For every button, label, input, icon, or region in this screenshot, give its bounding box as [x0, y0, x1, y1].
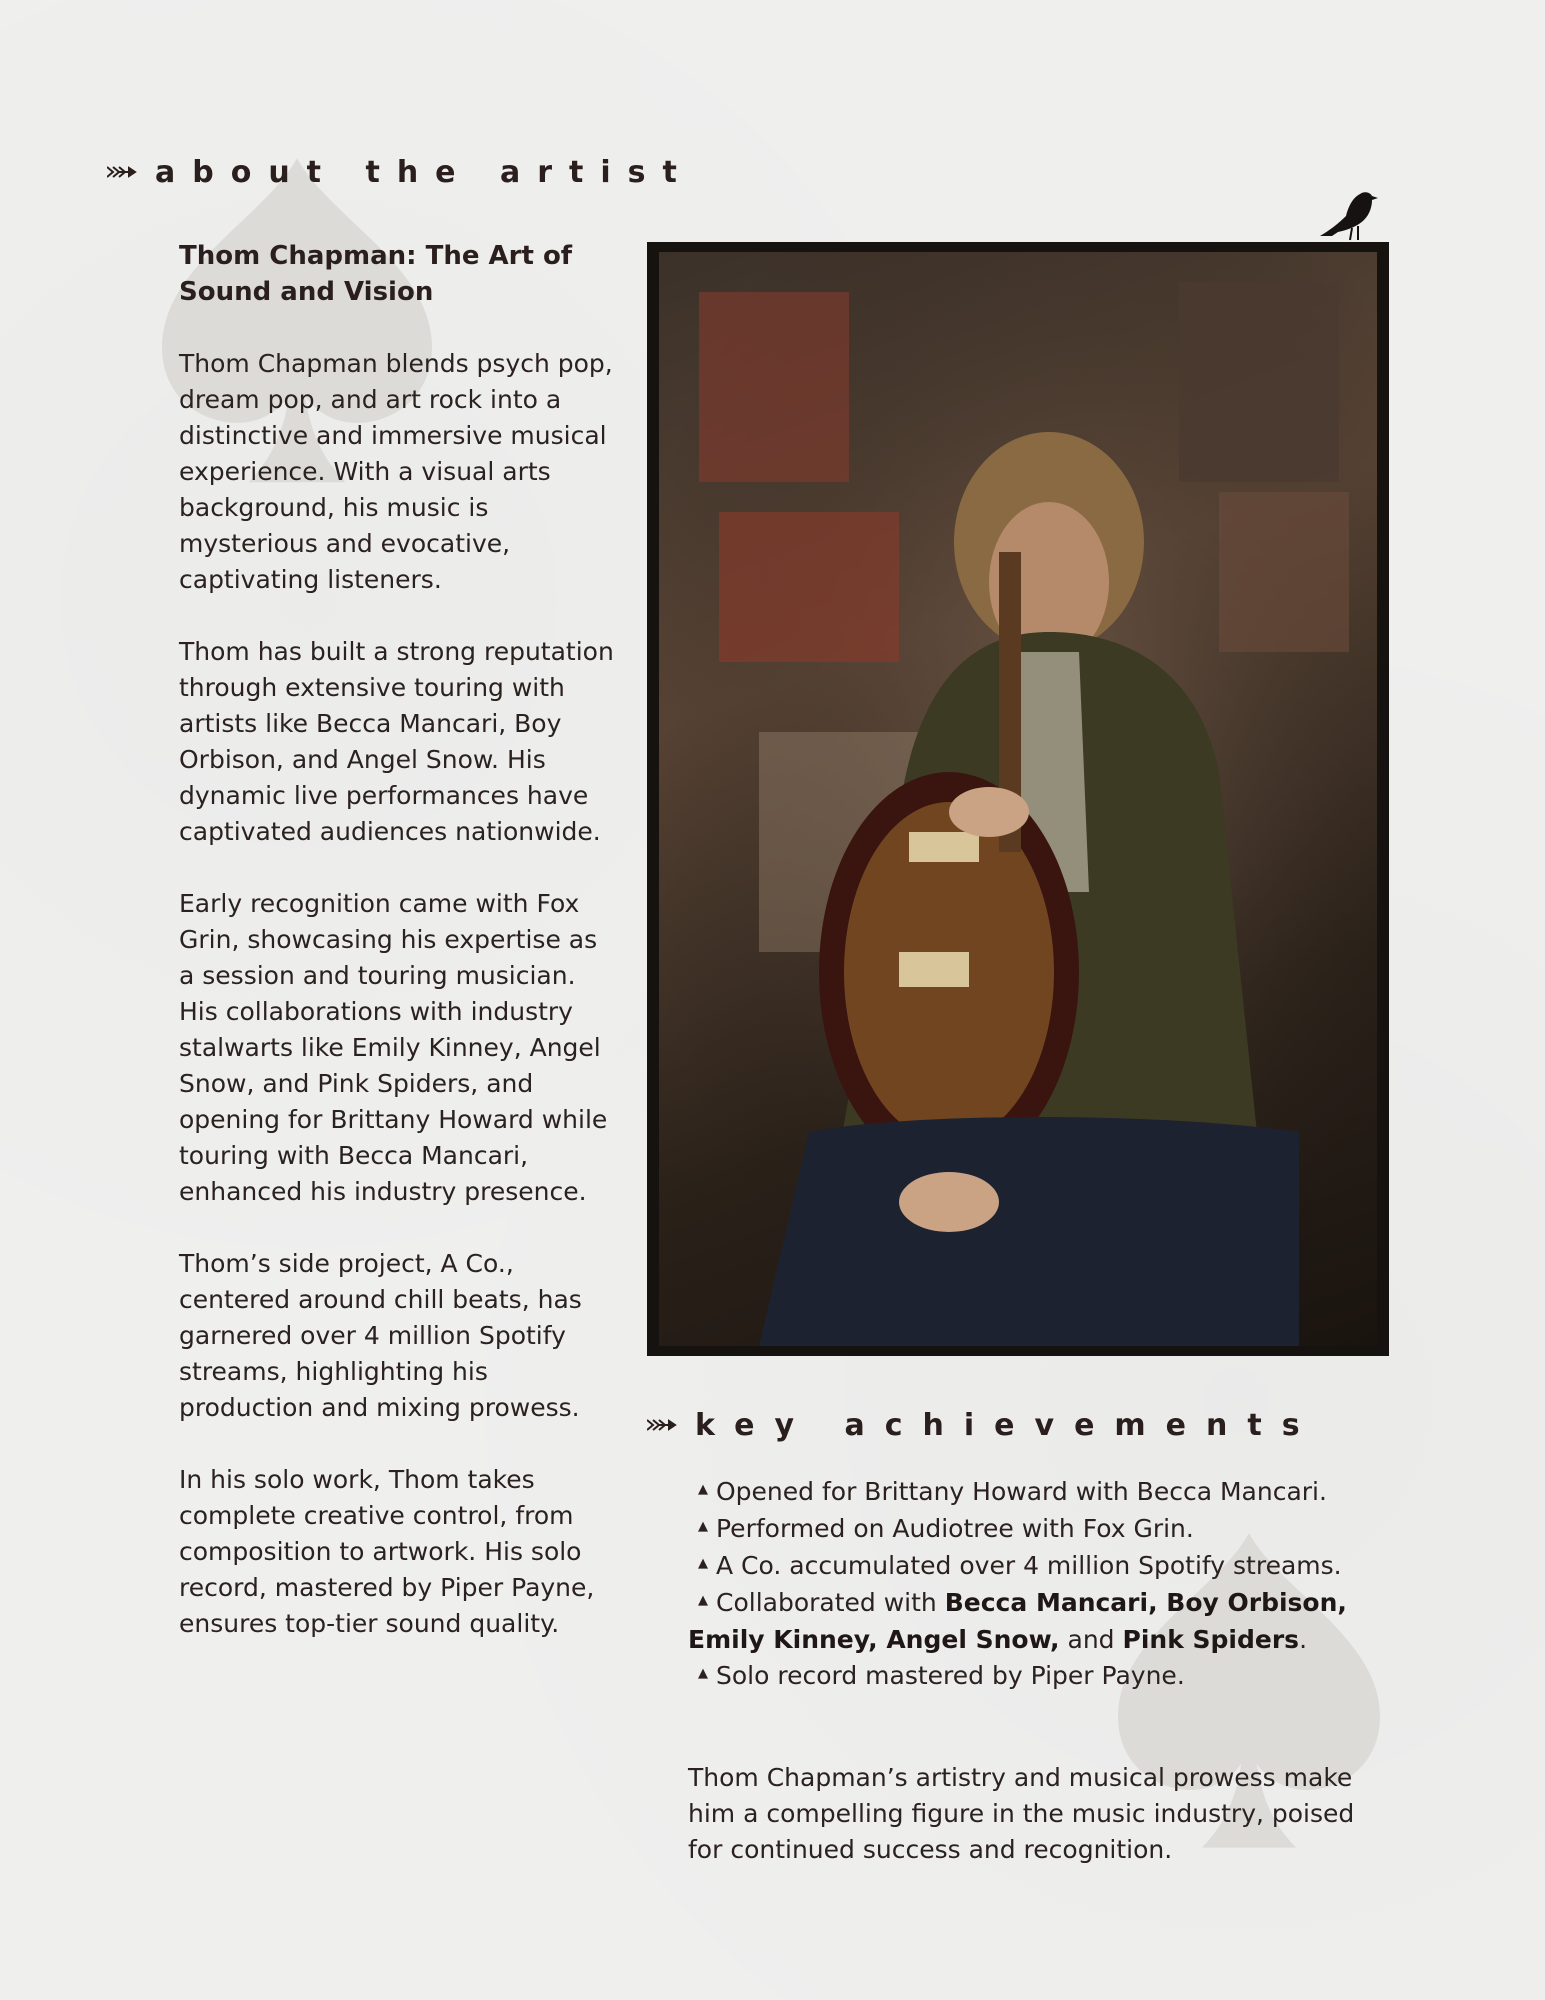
artist-title: Thom Chapman: The Art of Sound and Vision [179, 241, 573, 307]
list-item [688, 1658, 1388, 1695]
achievement-text: A Co. accumulated over 4 million Spotify streams. [716, 1551, 1342, 1580]
about-paragraph: Thom Chapman blends psych pop, dream pop, and art rock into a distinctive and immersive musical experience. With a visual arts background, his music is mysterious and evocative, captivating listeners. [179, 349, 613, 594]
about-heading-text: about the artist [155, 154, 694, 190]
closing-paragraph: Thom Chapman’s artistry and musical prowess make him a compelling figure in the music industry, poised for continued success and recognition. [688, 1763, 1355, 1864]
triangle-bullet-icon: ▲ [698, 1556, 708, 1571]
triangle-bullet-icon: ▲ [698, 1519, 708, 1534]
about-body [179, 346, 619, 1678]
list-item [688, 1474, 1388, 1511]
triangle-bullet-icon: ▲ [698, 1666, 708, 1681]
about-heading [107, 152, 694, 192]
list-item [688, 1511, 1388, 1548]
arrow-icon [647, 1418, 677, 1432]
collaborators-bold: Becca Mancari, Boy Orbison, Emily Kinney, Angel Snow, [688, 1588, 1347, 1654]
achievements-heading [647, 1405, 1320, 1445]
triangle-bullet-icon: ▲ [698, 1482, 708, 1497]
list-item [688, 1548, 1388, 1585]
crow-icon [1318, 186, 1380, 242]
artist-photo [647, 242, 1389, 1356]
about-paragraph: Early recognition came with Fox Grin, showcasing his expertise as a session and touring musician. His collaborations with industry stalwarts like Emily Kinney, Angel Snow, and Pink Spiders, and opening for Brittany Howard while touring with Becca Mancari, enhanced his industry presence. [179, 889, 608, 1206]
about-paragraph: Thom’s side project, A Co., centered around chill beats, has garnered over 4 million Spotify streams, highlighting his production and mixing prowess. [179, 1249, 582, 1422]
achievement-text: and [1059, 1625, 1123, 1654]
artist-photo-image [659, 252, 1377, 1346]
achievements-heading-text: key achievements [695, 1407, 1320, 1443]
achievement-text: Collaborated with [716, 1588, 945, 1617]
list-item [688, 1585, 1388, 1658]
about-paragraph: Thom has built a strong reputation through extensive touring with artists like Becca Mancari, Boy Orbison, and Angel Snow. His dynamic live performances have captivated audiences nationwide. [179, 637, 614, 846]
achievement-text: Solo record mastered by Piper Payne. [716, 1661, 1185, 1690]
achievements-list [688, 1474, 1388, 1695]
achievement-text: Opened for Brittany Howard with Becca Mancari. [716, 1477, 1327, 1506]
triangle-bullet-icon: ▲ [698, 1593, 708, 1608]
achievement-text: . [1299, 1625, 1308, 1654]
arrow-icon [107, 165, 137, 179]
achievement-text: Performed on Audiotree with Fox Grin. [716, 1514, 1194, 1543]
collaborator-bold: Pink Spiders [1122, 1625, 1300, 1654]
about-paragraph: In his solo work, Thom takes complete creative control, from composition to artwork. His solo record, mastered by Piper Payne, ensures top-tier sound quality. [179, 1465, 595, 1638]
